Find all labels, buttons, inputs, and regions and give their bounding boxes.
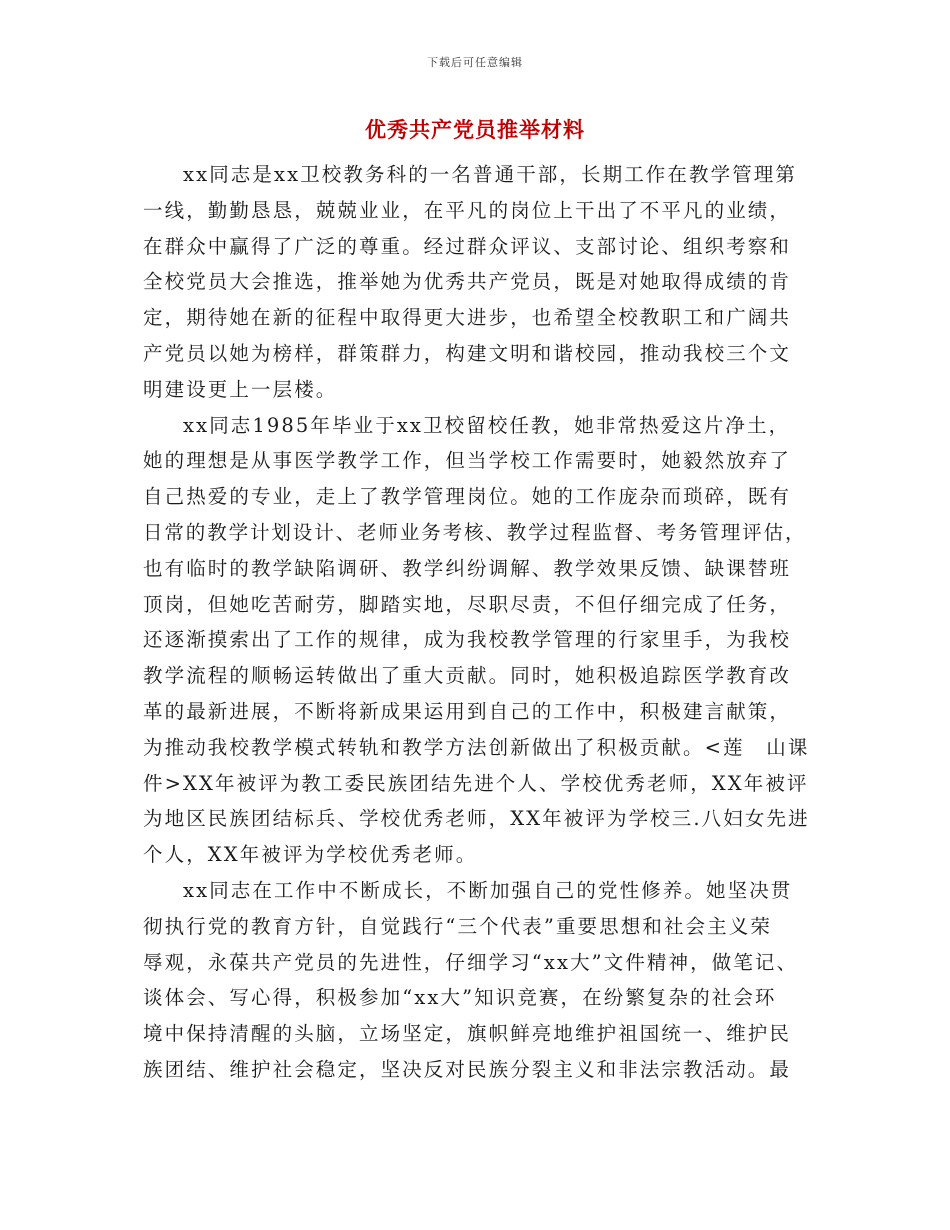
text-line: 族团结、维护社会稳定，坚决反对民族分裂主义和非法宗教活动。最 xyxy=(143,1057,792,1081)
paragraph-3 xyxy=(143,873,811,1088)
text-line: 自己热爱的专业，走上了教学管理岗位。她的工作庞杂而琐碎，既有 xyxy=(143,485,792,509)
text-line: 还逐渐摸索出了工作的规律，成为我校教学管理的行家里手，为我校 xyxy=(143,628,792,652)
text-line: 明建设更上一层楼。 xyxy=(143,377,338,401)
text-line: 定，期待她在新的征程中取得更大进步，也希望全校教职工和广阔共 xyxy=(143,306,792,330)
paragraph-1 xyxy=(143,157,811,408)
paragraph-2 xyxy=(143,408,811,873)
text-line: 顶岗，但她吃苦耐劳，脚踏实地，尽职尽责，不但仔细完成了任务， xyxy=(143,592,792,616)
text-line: xx同志是xx卫校教务科的一名普通干部，长期工作在教学管理第 xyxy=(183,163,797,186)
text-line: 革的最新进展，不断将新成果运用到自己的工作中，积极建言献策， xyxy=(143,699,792,723)
text-line: 为地区民族团结标兵、学校优秀老师，XX年被评为学校三.八妇女先进 xyxy=(143,807,810,831)
text-line: xx同志在工作中不断成长，不断加强自己的党性修养。她坚决贯 xyxy=(183,878,793,902)
text-line: 彻执行党的教育方针，自觉践行“三个代表”重要思想和社会主义荣 xyxy=(143,914,772,938)
text-line: 产党员以她为榜样，群策群力，构建文明和谐校园，推动我校三个文 xyxy=(143,341,792,365)
text-line: 一线，勤勤恳恳，兢兢业业，在平凡的岗位上干出了不平凡的业绩， xyxy=(143,198,792,222)
text-line: 境中保持清醒的头脑，立场坚定，旗帜鲜亮地维护祖国统一、维护民 xyxy=(143,1022,792,1046)
text-line: 她的理想是从事医学教学工作，但当学校工作需要时，她毅然放弃了 xyxy=(143,449,792,473)
text-line: xx同志1985年毕业于xx卫校留校任教，她非常热爱这片净土， xyxy=(183,413,791,437)
text-line: 在群众中赢得了广泛的尊重。经过群众评议、支部讨论、组织考察和 xyxy=(143,234,792,258)
text-line: 教学流程的顺畅运转做出了重大贡献。同时，她积极追踪医学教育改 xyxy=(143,664,792,688)
document-title: 优秀共产党员推举材料 xyxy=(365,118,585,142)
text-line: 为推动我校教学模式转轨和教学方法创新做出了积极贡献。<莲 山课 xyxy=(143,735,810,759)
text-line: 全校党员大会推选，推举她为优秀共产党员，既是对她取得成绩的肯 xyxy=(143,270,792,294)
text-line: 日常的教学计划设计、老师业务考核、教学过程监督、考务管理评估， xyxy=(143,520,807,544)
text-line: 也有临时的教学缺陷调研、教学纠纷调解、教学效果反馈、缺课替班 xyxy=(143,556,792,580)
text-line: 个人，XX年被评为学校优秀老师。 xyxy=(143,843,478,867)
document-body xyxy=(143,157,811,1088)
text-line: 谈体会、写心得，积极参加“xx大”知识竞赛，在纷繁复杂的社会环 xyxy=(143,986,777,1010)
header-note: 下载后可任意编辑 xyxy=(427,56,523,69)
text-line: 辱观，永葆共产党员的先进性，仔细学习“xx大”文件精神，做笔记、 xyxy=(143,950,799,974)
text-line: 件>XX年被评为教工委民族团结先进个人、学校优秀老师，XX年被评 xyxy=(143,771,809,795)
